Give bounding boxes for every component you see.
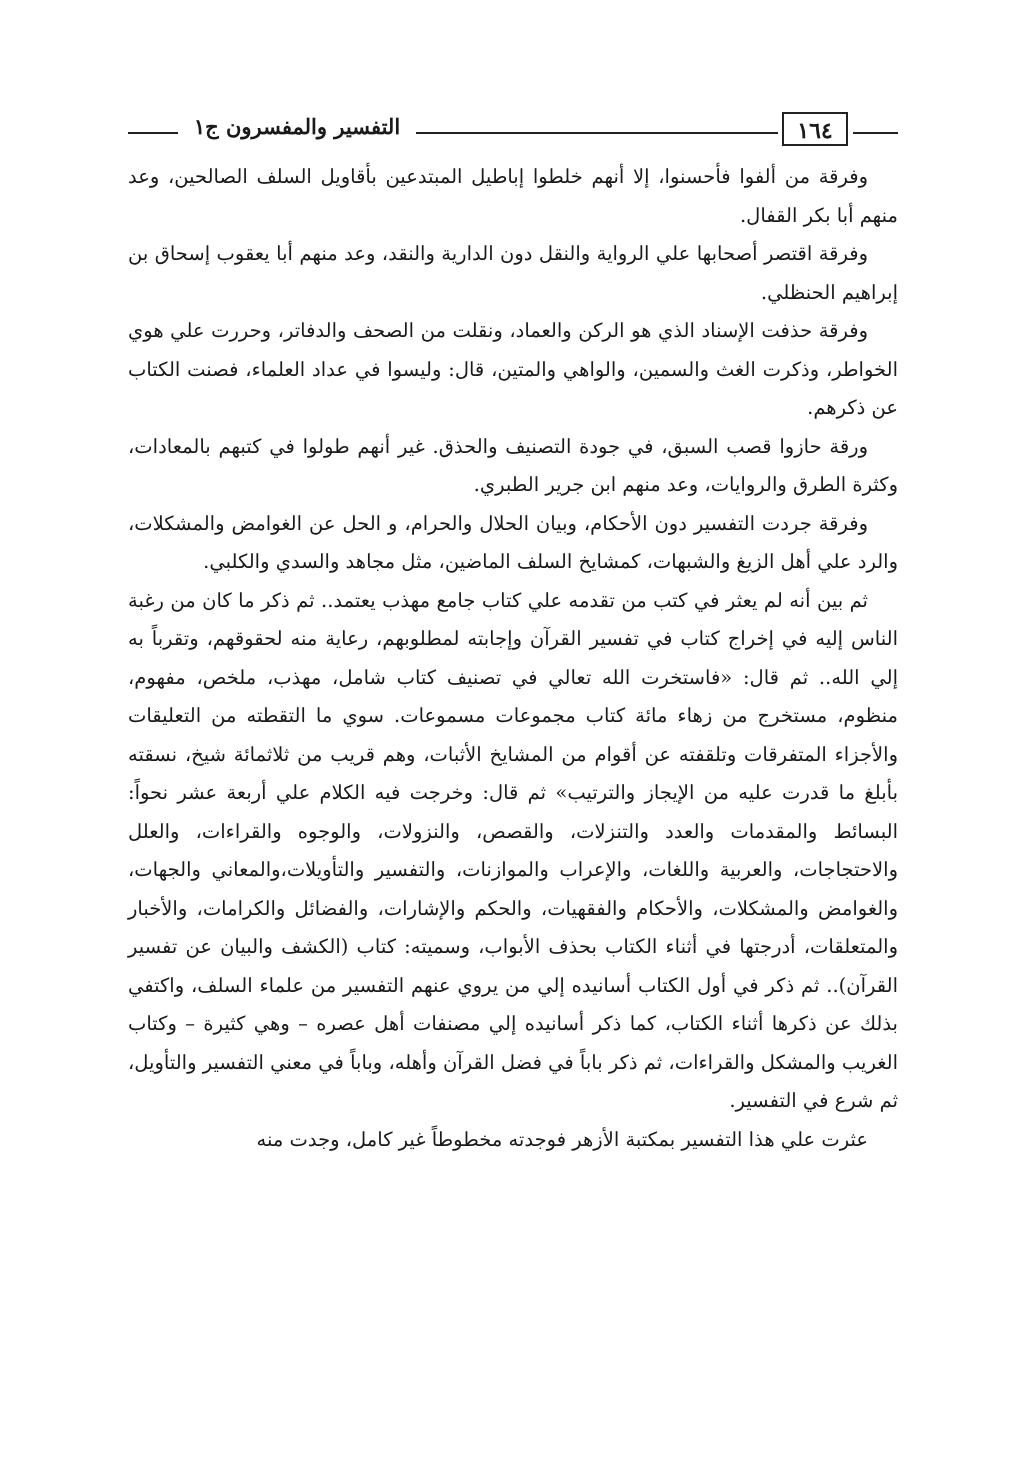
paragraph: عثرت علي هذا التفسير بمكتبة الأزهر فوجدته مخطوطاً غير كامل، وجدت منه xyxy=(256,1127,868,1151)
header-rule-left xyxy=(128,132,178,134)
paragraph: ورقة حازوا قصب السبق، في جودة التصنيف والحذق. غير أنهم طولوا في كتبهم بالمعادات، وكثرة الطرق والروايات، وعد منهم ابن جرير الطبري. xyxy=(128,434,898,496)
header-title: التفسير والمفسرون ج١ xyxy=(193,114,401,139)
paragraph: وفرقة جردت التفسير دون الأحكام، وبيان الحلال والحرام، و الحل عن الغوامض والمشكلات، والرد علي أهل الزيغ والشبهات، كمشايخ السلف الماضين، مثل مجاهد والسدي والكلبي. xyxy=(128,511,898,573)
running-header xyxy=(128,112,898,152)
page-number: ١٦٤ xyxy=(782,112,848,146)
paragraph: وفرقة من ألفوا فأحسنوا، إلا أنهم خلطوا إباطيل المبتدعين بأقاويل السلف الصالحين، وعد منهم أبا بكر القفال. xyxy=(128,165,898,227)
paragraph: وفرقة اقتصر أصحابها علي الرواية والنقل دون الدارية والنقد، وعد منهم أبا يعقوب إسحاق بن إبراهيم الحنظلي. xyxy=(128,242,898,304)
body-text xyxy=(128,158,898,1159)
paragraph: ثم بين أنه لم يعثر في كتب من تقدمه علي كتاب جامع مهذب يعتمد.. ثم ذكر ما كان من رغبة الناس إليه في إخراج كتاب في تفسير القرآن وإجابته لمطلوبهم، رعاية منه لحقوقهم، وتقرباً به إلي الله.. ثم قال: «فاستخرت الله تعالي في تصنيف كتاب شامل، مهذب، ملخص، مفهوم، منظوم، مستخرج من زهاء مائة كتاب مجموعات مسموعات. سوي ما التقطته من التعليقات والأجزاء المتفرقات وتلقفته عن أقوام من المشايخ الأثبات، وهم قريب من ثلاثمائة شيخ، نسقته بأبلغ ما قدرت عليه من الإيجاز والترتيب» ثم قال: وخرجت فيه الكلام علي أربعة عشر نحواً: البسائط والمقدمات والعدد والتنزلات، والقصص، والنزولات، والوجوه والقراءات، والعلل والاحتجاجات، والعربية واللغات، والإعراب والموازنات، والتفسير والتأويلات،والمعاني والجهات، والغوامض والمشكلات، والأحكام والفقهيات، والحكم والإشارات، والفضائل والكرامات، والأخبار والمتعلقات، أدرجتها في أثناء الكتاب بحذف الأبواب، وسميته: كتاب (الكشف والبيان عن تفسير القرآن).. ثم ذكر في أول الكتاب أسانيده إلي من يروي عنهم التفسير من علماء السلف، واكتفي بذلك عن ذكرها أثناء الكتاب، كما ذكر أسانيده إلي مصنفات أهل عصره – وهي كثيرة – وكتاب الغريب والمشكل والقراءات، ثم ذكر باباً في فضل القرآن وأهله، وباباً في معني التفسير والتأويل، ثم شرع في التفسير. xyxy=(128,588,898,1112)
header-rule-middle xyxy=(416,132,778,134)
header-rule-right xyxy=(853,132,898,134)
paragraph: وفرقة حذفت الإسناد الذي هو الركن والعماد، ونقلت من الصحف والدفاتر، وحررت علي هوي الخواطر، وذكرت الغث والسمين، والواهي والمتين، قال: وليسوا في عداد العلماء، فصنت الكتاب عن ذكرهم. xyxy=(128,319,898,419)
